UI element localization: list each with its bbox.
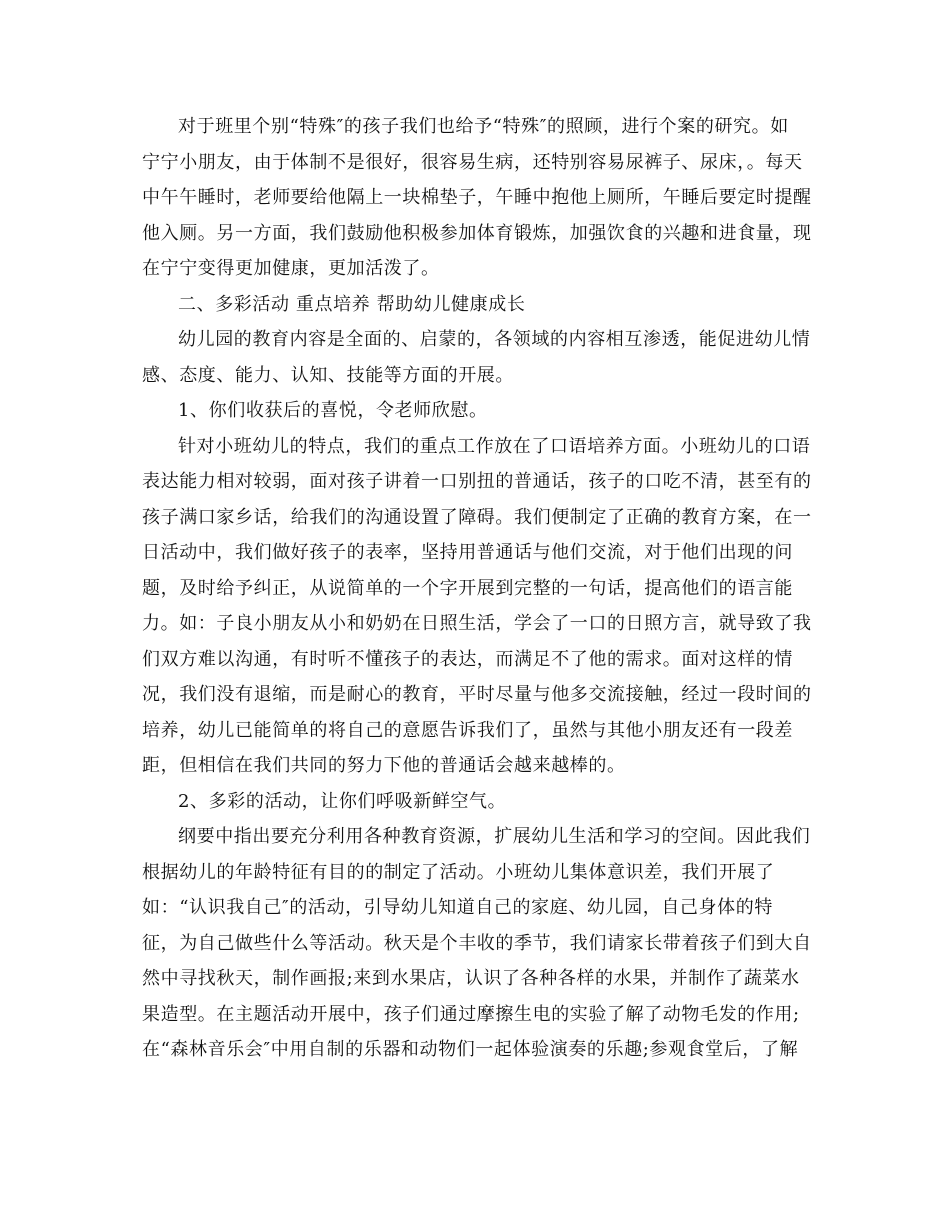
- text-line: 中午午睡时，老师要给他隔上一块棉垫子，午睡中抱他上厕所，午睡后要定时提醒: [142, 187, 812, 208]
- text-line: 根据幼儿的年龄特征有目的的制定了活动。小班幼儿集体意识差，我们开展了: [142, 861, 775, 883]
- text-line: 然中寻找秋天，制作画报;来到水果店，认识了各种各样的水果，并制作了蔬菜水: [142, 968, 800, 989]
- text-line: 宁宁小朋友，由于体制不是很好，很容易生病，还特别容易尿裤子、尿床，。每天: [142, 151, 803, 173]
- text-line: 日活动中，我们做好孩子的表率，坚持用普通话与他们交流，对于他们出现的问: [142, 542, 793, 563]
- text-line: 感、态度、能力、认知、技能等方面的开展。: [142, 364, 514, 386]
- text-line: 1、你们收获后的喜悦，令老师欣慰。: [178, 400, 488, 421]
- text-line: 他入厕。另一方面，我们鼓励他积极参加体育锻炼，加强饮食的兴趣和进食量，现: [142, 222, 812, 244]
- text-line: 2、多彩的活动，让你们呼吸新鲜空气。: [178, 790, 507, 812]
- text-line: 征，为自己做些什么等活动。秋天是个丰收的季节，我们请家长带着孩子们到大自: [142, 932, 812, 954]
- document-body: [142, 109, 820, 1068]
- text-line: 二、多彩活动 重点培养 帮助幼儿健康成长: [178, 293, 526, 315]
- text-line: 们双方难以沟通，有时听不懂孩子的表达，而满足不了他的需求。面对这样的情: [142, 648, 793, 670]
- text-line: 果造型。在主题活动开展中，孩子们通过摩擦生电的实验了解了动物毛发的作用;: [142, 1003, 800, 1025]
- text-line: 对于班里个别“特殊″的孩子我们也给予“特殊″的照顾，进行个案的研究。如: [178, 116, 789, 137]
- text-line: 孩子满口家乡话，给我们的沟通设置了障碍。我们便制定了正确的教育方案，在一: [142, 506, 812, 528]
- text-line: 力。如：子良小朋友从小和奶奶在日照生活，学会了一口的日照方言，就导致了我: [142, 613, 812, 634]
- text-line: 题，及时给予纠正，从说简单的一个字开展到完整的一句话，提高他们的语言能: [142, 577, 793, 599]
- text-line: 距，但相信在我们共同的努力下他的普通话会越来越棒的。: [142, 755, 626, 776]
- text-line: 在“森林音乐会″中用自制的乐器和动物们一起体验演奏的乐趣;参观食堂后，了解: [142, 1039, 799, 1060]
- text-line: 表达能力相对较弱，面对孩子讲着一口别扭的普通话，孩子的口吃不清，甚至有的: [142, 471, 812, 492]
- text-line: 幼儿园的教育内容是全面的、启蒙的，各领域的内容相互渗透，能促进幼儿情: [178, 329, 811, 350]
- text-line: 培养，幼儿已能简单的将自己的意愿告诉我们了，虽然与其他小朋友还有一段差: [142, 719, 793, 741]
- text-line: 针对小班幼儿的特点，我们的重点工作放在了口语培养方面。小班幼儿的口语: [178, 435, 811, 457]
- text-line: 纲要中指出要充分利用各种教育资源，扩展幼儿生活和学习的空间。因此我们: [178, 826, 811, 847]
- text-line: 况，我们没有退缩，而是耐心的教育，平时尽量与他多交流接触，经过一段时间的: [142, 684, 812, 705]
- text-line: 如：“认识我自己″的活动，引导幼儿知道自己的家庭、幼儿园，自己身体的特: [142, 897, 773, 918]
- text-line: 在宁宁变得更加健康，更加活泼了。: [142, 258, 440, 279]
